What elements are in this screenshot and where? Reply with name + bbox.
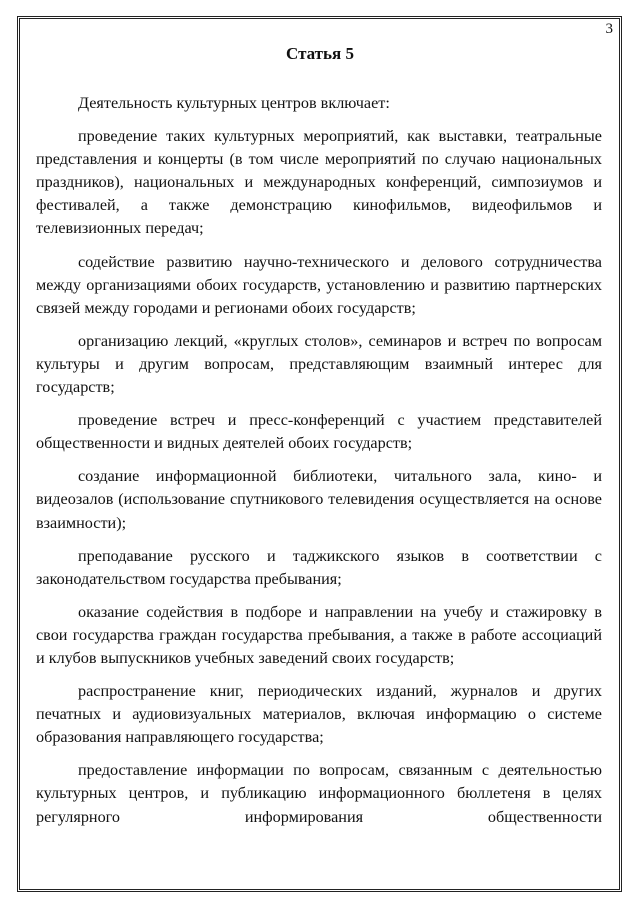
paragraph-education: оказание содействия в подборе и направлении на учебу и стажировку в свои государства граждан государства пребывания, а также в работе ассоциаций и клубов выпускников учебных заведений своих государств; — [36, 602, 602, 667]
paragraph-cooperation: содействие развитию научно-технического и делового сотрудничества между организациями обоих государств, установлению и развитию партнерских связей между городами и регионами обоих государств; — [36, 252, 602, 317]
paragraph-events: проведение таких культурных мероприятий, как выставки, театральные представления и концерты (в том числе мероприятий по случаю национальных праздников), национальных и международных конференций, симпозиумов и фестивалей, а также демонстрацию кинофильмов, видеофильмов и телевизионных передач; — [36, 127, 602, 238]
paragraph-library: создание информационной библиотеки, читального зала, кино- и видеозалов (использование спутникового телевидения осуществляется на основе взаимности); — [36, 467, 602, 532]
paragraph-information: предоставление информации по вопросам, связанным с деятельностью культурных центров, и публикацию информационного бюллетеня в целях регулярного информирования общественности — [36, 761, 602, 826]
paragraph-publications: распространение книг, периодических изданий, журналов и других печатных и аудиовизуальных материалов, включая информацию о системе образования направляющего государства; — [36, 682, 602, 747]
page-number: 3 — [605, 21, 613, 37]
article-body — [36, 92, 602, 839]
paragraph-lectures: организацию лекций, «круглых столов», семинаров и встреч по вопросам культуры и другим вопросам, представляющим взаимный интерес для государств; — [36, 331, 602, 397]
article-title: Статья 5 — [286, 44, 354, 63]
paragraph-intro: Деятельность культурных центров включает: — [78, 94, 390, 112]
paragraph-press-conferences: проведение встреч и пресс-конференций с участием представителей общественности и видных деятелей обоих государств; — [36, 411, 602, 453]
paragraph-languages: преподавание русского и таджикского языков в соответствии с законодательством государства пребывания; — [36, 546, 602, 588]
